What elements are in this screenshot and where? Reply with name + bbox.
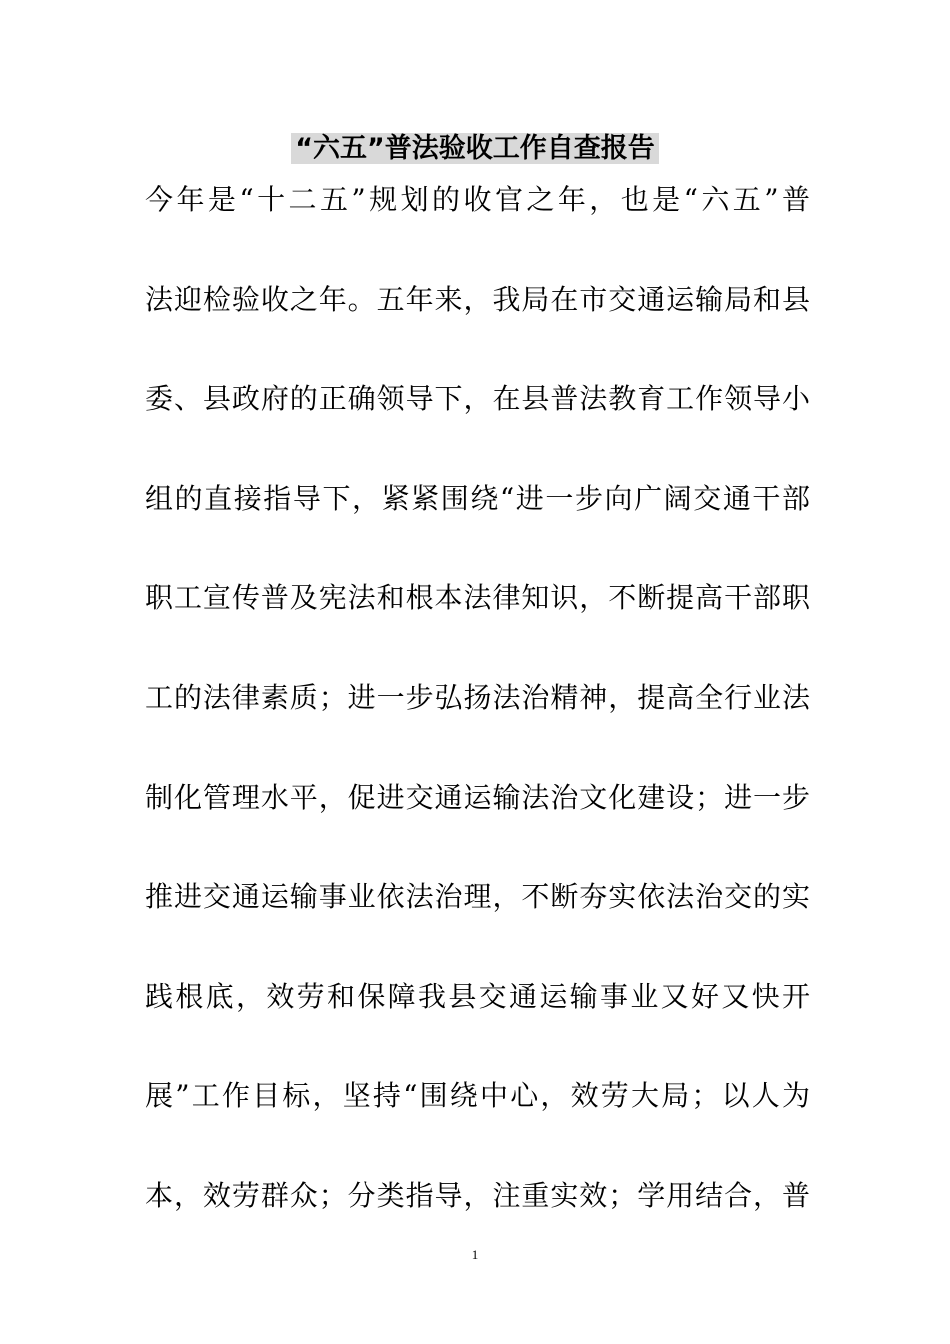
document-title [0, 131, 950, 167]
body-line-11: 本，效劳群众；分类指导，注重实效；学用结合，普 [145, 1179, 810, 1212]
body-line-3: 委、县政府的正确领导下，在县普法教育工作领导小 [145, 382, 810, 415]
body-line-1: 今年是“十二五”规划的收官之年，也是“六五”普 [145, 183, 810, 216]
document-title-text: “六五”普法验收工作自查报告 [291, 133, 659, 164]
body-line-9: 践根底，效劳和保障我县交通运输事业又好又快开 [145, 980, 810, 1013]
body-line-8: 推进交通运输事业依法治理，不断夯实依法治交的实 [145, 880, 810, 913]
body-line-4: 组的直接指导下，紧紧围绕“进一步向广阔交通干部 [145, 482, 810, 515]
body-line-6: 工的法律素质；进一步弘扬法治精神，提高全行业法 [145, 681, 810, 714]
body-line-10: 展”工作目标，坚持“围绕中心，效劳大局；以人为 [145, 1079, 810, 1112]
page-number: 1 [471, 1247, 479, 1262]
body-line-2: 法迎检验收之年。五年来，我局在市交通运输局和县 [145, 283, 810, 316]
body-line-5: 职工宣传普及宪法和根本法律知识，不断提高干部职 [145, 581, 810, 614]
body-line-7: 制化管理水平，促进交通运输法治文化建设；进一步 [145, 781, 810, 814]
